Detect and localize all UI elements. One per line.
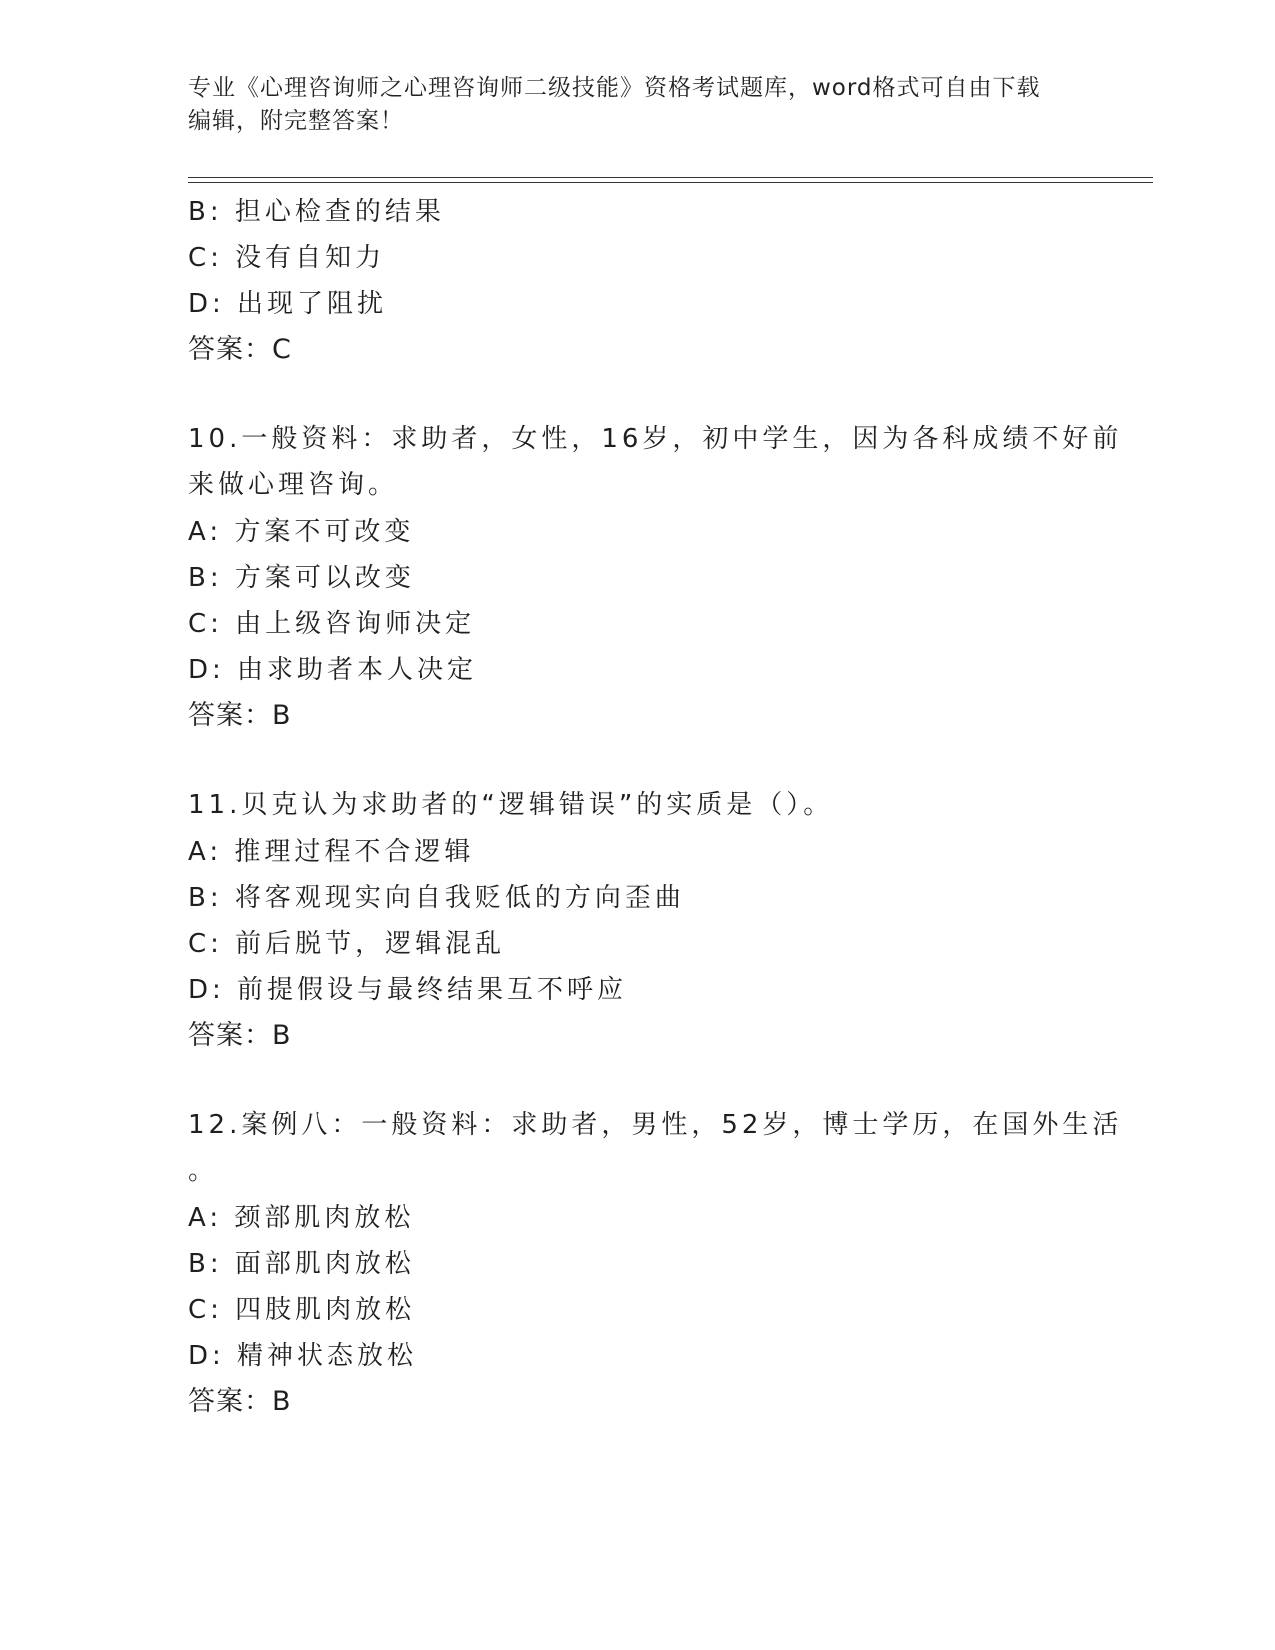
question-12 [188,1103,1123,1425]
question-stem: 12.案例八：一般资料：求助者，男性，52岁，博士学历，在国外生活 [188,1110,1123,1140]
option-c: C: 四肢肌肉放松 [188,1295,416,1325]
answer-line: 答案：C [188,334,292,365]
option-a: A: 方案不可改变 [188,517,415,547]
option-b: B: 将客观现实向自我贬低的方向歪曲 [188,883,685,913]
question-stem-continued: 。 [188,1156,219,1186]
option-b: B: 担心检查的结果 [188,197,445,227]
option-d: D: 前提假设与最终结果互不呼应 [188,975,628,1005]
option-d: D: 出现了阻扰 [188,289,388,319]
question-10 [188,417,1123,739]
option-c: C: 前后脱节，逻辑混乱 [188,929,506,959]
option-d: D: 由求助者本人决定 [188,655,478,685]
header-line-1: 专业《心理咨询师之心理咨询师二级技能》资格考试题库，word格式可自由下载 [188,75,1041,101]
question-9-continued [188,189,1088,373]
option-a: A: 推理过程不合逻辑 [188,837,475,867]
document-header [188,72,1088,138]
header-line-2: 编辑，附完整答案！ [188,108,404,134]
option-b: B: 面部肌肉放松 [188,1249,415,1279]
answer-line: 答案：B [188,1386,292,1417]
answer-line: 答案：B [188,700,292,731]
option-c: C: 由上级咨询师决定 [188,609,476,639]
question-list [188,189,1123,1425]
question-stem: 10.一般资料：求助者，女性，16岁，初中学生，因为各科成绩不好前 [188,424,1123,454]
option-c: C: 没有自知力 [188,243,386,273]
header-divider-top [188,177,1153,178]
question-11 [188,783,1088,1059]
question-stem-continued: 来做心理咨询。 [188,470,399,500]
answer-line: 答案：B [188,1020,292,1051]
question-stem: 11.贝克认为求助者的“逻辑错误”的实质是（）。 [188,790,834,820]
header-divider-bottom [188,182,1153,183]
option-a: A: 颈部肌肉放松 [188,1203,415,1233]
option-b: B: 方案可以改变 [188,563,415,593]
option-d: D: 精神状态放松 [188,1341,418,1371]
